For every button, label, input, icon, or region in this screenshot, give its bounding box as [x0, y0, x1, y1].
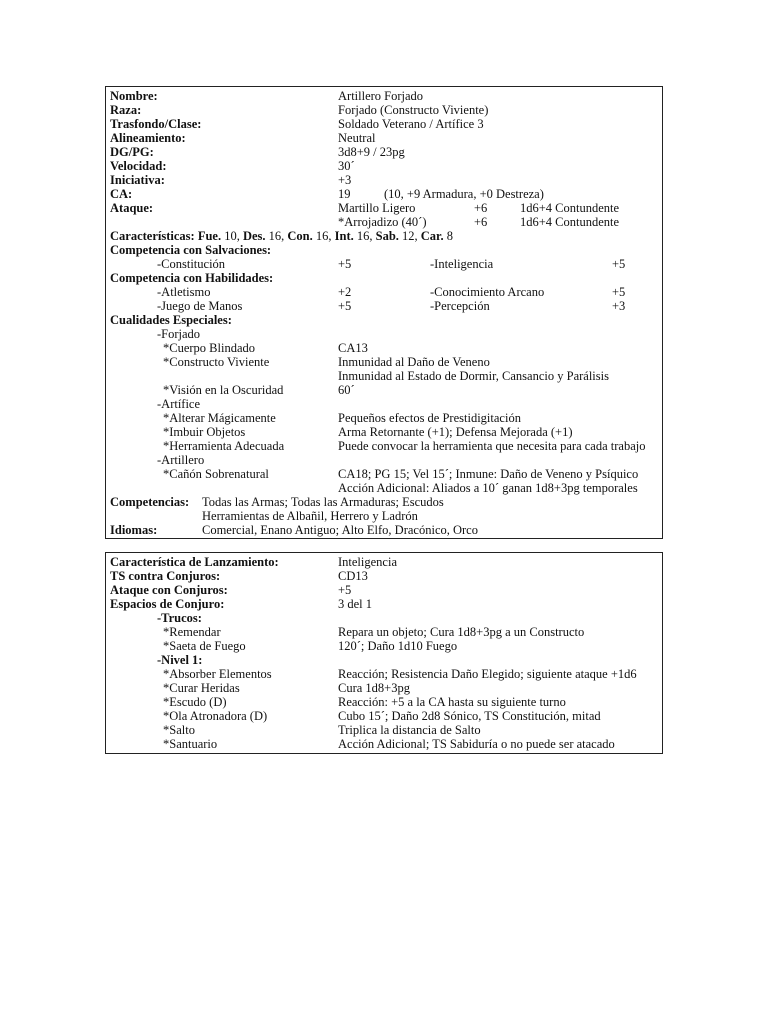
trasfondo-label: Trasfondo/Clase: — [110, 117, 202, 131]
character-stats-box — [105, 86, 663, 539]
trait-value: Pequeños efectos de Prestidigitación — [338, 411, 521, 425]
ts-value: CD13 — [338, 569, 368, 583]
caracteristicas-line — [110, 229, 453, 243]
save-value: +5 — [612, 257, 626, 271]
attack-bonus: +6 — [474, 215, 488, 229]
attack-damage: 1d6+4 Contundente — [520, 215, 620, 229]
save-name: -Constitución — [157, 257, 226, 271]
nivel1-label: -Nivel 1: — [157, 653, 203, 667]
spell-desc: Repara un objeto; Cura 1d8+3pg a un Constructo — [338, 625, 585, 639]
skill-name: -Conocimiento Arcano — [430, 285, 545, 299]
lanzamiento-label: Característica de Lanzamiento: — [110, 555, 279, 569]
trait-value: 60´ — [338, 383, 355, 397]
skill-value: +3 — [612, 299, 626, 313]
spell-desc: Reacción: +5 a la CA hasta su siguiente turno — [338, 695, 566, 709]
salvaciones-label: Competencia con Salvaciones: — [110, 243, 272, 257]
des-value: 16, — [268, 229, 285, 243]
velocidad-label: Velocidad: — [110, 159, 167, 173]
spell-desc: Cura 1d8+3pg — [338, 681, 410, 695]
spell-name: *Curar Heridas — [163, 681, 240, 695]
fue-label: Fue. — [197, 229, 222, 243]
ts-label: TS contra Conjuros: — [110, 569, 221, 583]
espacios-label: Espacios de Conjuro: — [110, 597, 225, 611]
spell-desc: Reacción; Resistencia Daño Elegido; siguiente ataque +1d6 — [338, 667, 637, 681]
sab-value: 12, — [402, 229, 418, 243]
idiomas-label: Idiomas: — [110, 523, 158, 537]
velocidad-value: 30´ — [338, 159, 355, 173]
raza-label: Raza: — [110, 103, 142, 117]
attack-name: Martillo Ligero — [338, 201, 416, 215]
trait-value: CA13 — [338, 341, 368, 355]
iniciativa-value: +3 — [338, 173, 352, 187]
trait-name: *Herramienta Adecuada — [163, 439, 285, 453]
con-label: Con. — [287, 229, 313, 243]
ca-label: CA: — [110, 187, 133, 201]
spell-attack-label: Ataque con Conjuros: — [110, 583, 228, 597]
competencias-line: Herramientas de Albañil, Herrero y Ladrón — [202, 509, 418, 523]
fue-value: 10, — [224, 229, 240, 243]
trait-value: Inmunidad al Estado de Dormir, Cansancio y Parálisis — [338, 369, 609, 383]
spell-name: *Remendar — [163, 625, 221, 639]
spell-name: *Escudo (D) — [163, 695, 227, 709]
spell-desc: Acción Adicional; TS Sabiduría o no puede ser atacado — [338, 737, 615, 751]
skill-name: -Atletismo — [157, 285, 211, 299]
trasfondo-value: Soldado Veterano / Artífice 3 — [338, 117, 484, 131]
trait-name: *Visión en la Oscuridad — [163, 383, 284, 397]
competencias-label: Competencias: — [110, 495, 190, 509]
lanzamiento-value: Inteligencia — [338, 555, 397, 569]
spell-name: *Santuario — [163, 737, 218, 751]
trait-value: Arma Retornante (+1); Defensa Mejorada (+1) — [338, 425, 573, 439]
car-label: Car. — [420, 229, 444, 243]
skill-value: +5 — [338, 299, 352, 313]
dgpg-label: DG/PG: — [110, 145, 154, 159]
sab-label: Sab. — [375, 229, 399, 243]
int-label: Int. — [334, 229, 354, 243]
raza-value: Forjado (Constructo Viviente) — [338, 103, 489, 117]
iniciativa-label: Iniciativa: — [110, 173, 165, 187]
skill-value: +5 — [612, 285, 626, 299]
des-label: Des. — [242, 229, 266, 243]
skill-name: -Percepción — [430, 299, 490, 313]
spell-desc: 120´; Daño 1d10 Fuego — [338, 639, 458, 653]
trait-value: Inmunidad al Daño de Veneno — [338, 355, 490, 369]
save-name: -Inteligencia — [430, 257, 494, 271]
spell-desc: Cubo 15´; Daño 2d8 Sónico, TS Constitución, mitad — [338, 709, 601, 723]
spell-desc: Triplica la distancia de Salto — [338, 723, 481, 737]
spell-attack-value: +5 — [338, 583, 352, 597]
ca-detail: (10, +9 Armadura, +0 Destreza) — [384, 187, 544, 201]
con-value: 16, — [315, 229, 332, 243]
trait-name: *Constructo Viviente — [163, 355, 270, 369]
trait-name: *Cañón Sobrenatural — [163, 467, 269, 481]
habilidades-label: Competencia con Habilidades: — [110, 271, 274, 285]
spellcasting-box — [105, 552, 663, 754]
dgpg-value: 3d8+9 / 23pg — [338, 145, 405, 159]
espacios-value: 3 del 1 — [338, 597, 373, 611]
cualidades-label: Cualidades Especiales: — [110, 313, 232, 327]
nombre-label: Nombre: — [110, 89, 158, 103]
spell-name: *Ola Atronadora (D) — [163, 709, 268, 723]
nombre-value: Artillero Forjado — [338, 89, 424, 103]
trucos-label: -Trucos: — [157, 611, 202, 625]
competencias-line: Todas las Armas; Todas las Armaduras; Escudos — [202, 495, 444, 509]
alineamiento-label: Alineamiento: — [110, 131, 186, 145]
attack-name: *Arrojadizo (40´) — [338, 215, 427, 229]
trait-value: Acción Adicional: Aliados a 10´ ganan 1d8+3pg temporales — [338, 481, 638, 495]
trait-value: Puede convocar la herramienta que necesita para cada trabajo — [338, 439, 646, 453]
trait-name: *Cuerpo Blindado — [163, 341, 256, 355]
attack-bonus: +6 — [474, 201, 488, 215]
attack-damage: 1d6+4 Contundente — [520, 201, 620, 215]
spell-name: *Salto — [163, 723, 195, 737]
alineamiento-value: Neutral — [338, 131, 376, 145]
skill-value: +2 — [338, 285, 352, 299]
int-value: 16, — [356, 229, 373, 243]
trait-name: *Alterar Mágicamente — [163, 411, 276, 425]
trait-name: *Imbuir Objetos — [163, 425, 246, 439]
spell-name: *Saeta de Fuego — [163, 639, 246, 653]
skill-name: -Juego de Manos — [157, 299, 243, 313]
ataque-label: Ataque: — [110, 201, 154, 215]
idiomas-value: Comercial, Enano Antiguo; Alto Elfo, Dracónico, Orco — [202, 523, 478, 537]
trait-group: -Forjado — [157, 327, 201, 341]
spell-name: *Absorber Elementos — [163, 667, 272, 681]
save-value: +5 — [338, 257, 352, 271]
trait-group: -Artífice — [157, 397, 201, 411]
trait-group: -Artillero — [157, 453, 205, 467]
trait-value: CA18; PG 15; Vel 15´; Inmune: Daño de Veneno y Psíquico — [338, 467, 639, 481]
ca-value: 19 — [338, 187, 351, 201]
car-value: 8 — [446, 229, 453, 243]
caracteristicas-label: Características: — [110, 229, 195, 243]
